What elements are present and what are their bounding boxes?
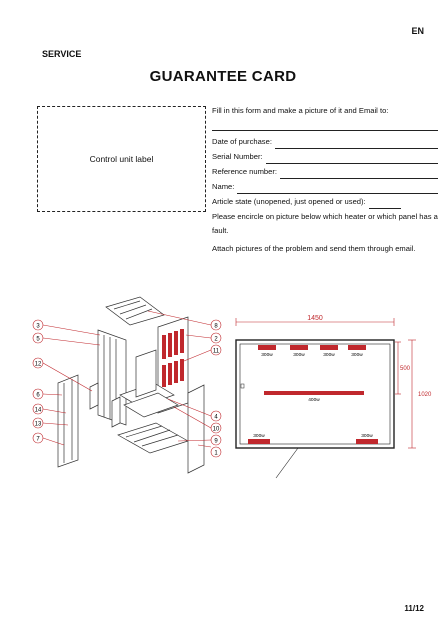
heater-bottom-1: 300w [253, 434, 265, 439]
field-name[interactable] [212, 179, 438, 194]
email-line[interactable] [212, 118, 438, 131]
callout-label: 9 [214, 438, 218, 445]
heater-top-3: 300w [323, 353, 335, 358]
field-line[interactable] [369, 198, 401, 209]
callout-label: 6 [36, 392, 40, 399]
callout-label: 4 [214, 414, 218, 421]
heater-top-1: 300w [261, 353, 273, 358]
attach-instruction: Attach pictures of the problem and send them through email. [212, 244, 416, 253]
callout-label: 7 [36, 436, 40, 443]
callout-label: 8 [214, 323, 218, 330]
control-unit-label-box [37, 106, 206, 212]
floor-plan-diagram [228, 312, 438, 482]
callout-label: 3 [36, 323, 40, 330]
callout-label: 5 [36, 336, 40, 343]
field-label: Article state (unopened, just opened or used): [212, 197, 366, 206]
callouts-left [33, 320, 43, 443]
encircle-instruction: Please encircle on picture below which heater or which panel has a fault. [212, 212, 438, 235]
field-serial-number[interactable] [212, 149, 438, 164]
callout-label: 12 [34, 361, 42, 368]
field-label: Serial Number: [212, 152, 263, 161]
guarantee-form [212, 103, 438, 256]
control-unit-label-text: Control unit label [89, 154, 154, 164]
language-code: EN [411, 26, 424, 36]
callout-label: 11 [212, 348, 220, 355]
depth-label: 1020 [418, 392, 432, 398]
field-label: Name: [212, 182, 235, 191]
heater-bottom-2: 300w [361, 434, 373, 439]
field-line[interactable] [275, 138, 438, 149]
field-reference-number[interactable] [212, 164, 438, 179]
page-number: 11/12 [404, 604, 424, 613]
field-label: Reference number: [212, 167, 278, 176]
inner-dimension-label: 500 [400, 366, 411, 372]
field-line[interactable] [266, 153, 438, 164]
callouts-right [211, 320, 221, 457]
field-date-of-purchase[interactable] [212, 134, 438, 149]
callout-label: 13 [34, 421, 42, 428]
callout-label: 2 [214, 336, 218, 343]
field-article-state[interactable] [212, 194, 438, 209]
field-line[interactable] [237, 183, 438, 194]
section-label: SERVICE [42, 49, 82, 59]
callout-label: 1 [214, 450, 218, 457]
exploded-view-diagram [28, 295, 228, 485]
form-intro: Fill in this form and make a picture of it and Email to: [212, 106, 389, 115]
callout-label: 10 [212, 426, 220, 433]
heater-top-2: 300w [293, 353, 305, 358]
field-label: Date of purchase: [212, 137, 272, 146]
page-title: GUARANTEE CARD [149, 68, 297, 85]
field-line[interactable] [280, 168, 438, 179]
heater-top-4: 300w [351, 353, 363, 358]
callout-label: 14 [34, 407, 42, 414]
heater-middle: 400w [308, 398, 320, 403]
width-label: 1450 [307, 315, 323, 322]
